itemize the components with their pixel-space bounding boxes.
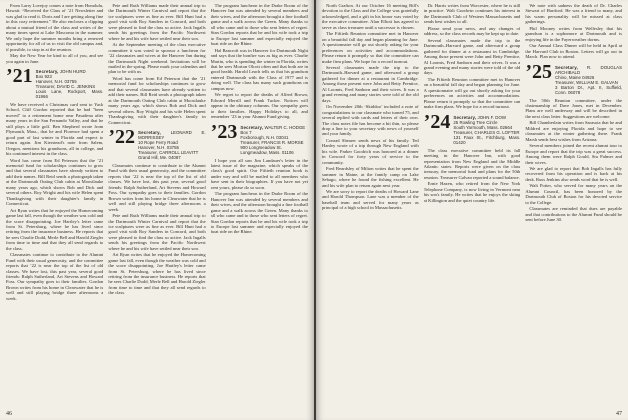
left-column-3	[211, 3, 308, 409]
address-line: Foxborough, N.H. 03041	[240, 134, 289, 140]
paragraph: Fred Beardsley of Milton writes that he spent the summer in Maine, at the family camp on Lake Sebago, where he found the fishing excellent. He and his wife plan to return again next year.	[322, 166, 419, 188]
address-line: 900 Longmeadow St.	[240, 144, 282, 150]
right-column-1	[322, 3, 419, 409]
paragraph: We are sorry to report the deaths of Howard Lane and Harold Thompson. Lane was a member of the baseball team and served for many years as principal of a high school in Massachusetts.	[322, 188, 419, 211]
class-heading-22	[108, 125, 206, 160]
treasurer-line: Treasurer, DAVID C. JENKINS	[35, 83, 96, 89]
address-line: Grand Hill, Me. 04087	[138, 154, 181, 160]
paragraph: We note with sadness the death of Dr. Charles Stewart of Hartford. He was a friend to many, and his warm personality will be missed at class gatherings.	[525, 3, 623, 25]
secretary-label: Secretary,	[555, 64, 578, 70]
paragraph: We have received a Christmas card sent to Yack School, Cliff Gordon reported that he had "been moved" to a retirement home near Pasadena after many years in the San Fernando Valley, and that he still plays a little golf. Ben Shepherd wrote from Plymouth, Mass., that he and Florence had spent a good part of last winter in Florida and expect to return again. Jim Kierstead's note from Salem, Oregon, mentions his grandsons, all in college, and his continued interest in the class.	[6, 101, 104, 157]
class-heading-21	[6, 64, 104, 99]
paragraph: Several classmates made the trip to the Dartmouth–Harvard game, and afterward a group gathered for dinner at a restaurant in Cambridge. Among those present were John and Betty Prentice, Al Loomis, Fred Sanborn and their wives. It was a grand evening and many stories were told of the old days.	[322, 64, 419, 103]
address-line: Box 923	[35, 73, 52, 79]
paragraph: May the New Year be kind to all of you, and see you again in June.	[6, 53, 104, 64]
paragraph: Please send your news, and any changes of address, so the class records may be kept up to date.	[423, 25, 521, 37]
class-year: ’23	[210, 120, 238, 143]
class-heading-25	[525, 60, 623, 95]
paragraph: I hope you all saw Jim Landauer's letter in the latest issue of the magazine, which speaks of the class's good spirit. Our Fiftieth reunion book is under way and will be mailed to all members who have sent in their biographies. If you have not yet sent yours, please do so soon.	[210, 157, 308, 190]
address-line: 131 Faux St., Fitchburg, Mass. 01420	[453, 134, 521, 145]
page-number: 47	[616, 411, 622, 417]
paragraph: Word has come from Ed Peterson that the ’21 memorial fund for scholarships continues to grow and that several classmates have already written to add their names. Bill Reid sends a photograph taken at the Dartmouth Outing Club cabin at Moosilauke many years ago, which shows Bob and Dick and several others. Roy Wright and his wife Helen spent Thanksgiving with their daughter's family in Connecticut.	[108, 75, 206, 125]
paragraph: Several members joined the recent alumni tour to Europe and report that the trip was a great success. Among them were Ralph Gould, Stu Palmer and their wives.	[525, 143, 623, 165]
paragraph: Phil Mooney writes from Wellesley that his grandson is a sophomore at Dartmouth and is enjoying life in the Fayerweather dorms.	[525, 25, 623, 42]
paragraph: Several classmates made the trip to the Dartmouth–Harvard game, and afterward a group gathered for dinner at a restaurant in Cambridge. Among those present were John and Betty Prentice, Al Loomis, Fred Sanborn and their wives. It was a grand evening and many stories were told of the old days.	[423, 37, 521, 76]
address-line: Longmeadow, Mass. 01106	[240, 149, 294, 155]
address-line: South Yarmouth, Mass. 02664	[453, 124, 513, 130]
paragraph: North Grafton. At our October 16 meeting Bill's devotion to the Class and the College was gratefully acknowledged, and a gift in his honor was voted by the executive committee. Alan Elliott has agreed to serve as class treasurer until a successor is chosen.	[322, 3, 419, 30]
left-column-1	[6, 3, 103, 409]
address-line: 10 Rope Ferry Road	[138, 139, 178, 145]
secretary-name: LEONARD E. MORRISSEY	[138, 129, 206, 140]
class-year: ’21	[6, 64, 33, 87]
paragraph: Pete and Ruth Williams made their annual trip to the Dartmouth Winter Carnival and report that the ice sculptures were as fine as ever. Bill Hunt had a good visit with Roy Sanders in Concord, and both were pleased to find the class so active. Jack Ingalls sends his greetings from the Pacific Northwest where he and his wife have settled near their son.	[108, 213, 206, 251]
secretary-name: R. DOUGLAS ARCHIBALD	[555, 64, 623, 75]
paragraph: The program luncheon in the Drake Room of the Hanover Inn was attended by several members and their wives, and the afternoon brought a fine football game and a walk across the Green. Many thanks to all who came and to those who sent letters of regret. Stan Gordon reports that he and his wife took a trip to Europe last summer and especially enjoyed the boat ride on the Rhine.	[210, 191, 308, 235]
address-line: 25 Rowling Tree Circle	[453, 119, 498, 125]
address-line: 3 Barton Dr., Apt. II, Suffield, Conn. 06078	[555, 84, 623, 95]
class-heading-23	[210, 120, 308, 155]
paragraph: Classmates continue to contribute to the Alumni Fund with their usual generosity, and the committee reports that ’22 is near the top of the list of old classes. We have lost, this past year, several good friends: Ralph Sutherland, Art Stevens and Howard Foss. Our sympathy goes to their families. Gordon Brown writes from his home in Clearwater that he is well and still playing bridge three afternoons a week.	[6, 252, 104, 301]
paragraph: The Fiftieth Reunion committee met in Hanover on a beautiful fall day and began planning for June. A questionnaire will go out shortly asking for your preferences on activities and accommodations. Please return it promptly so that the committee can make firm plans. We hope for a record turnout.	[322, 31, 419, 64]
secretary-label: Secretary,	[240, 124, 264, 130]
class-year: ’25	[525, 60, 553, 83]
paragraph: From Larry Lovejoy comes a note from Honolulu, Hawaii: “Received the Class of ’21 Newsletter and was glad to read it. Doris and I are getting along fine in this cozy retirement.” He also encloses a clipping about a mutual friend of the class and writes of the many times spent at Lake Mascoma in the summer. We only hope the summer months bring a renewed opportunity for all of us to visit the old campus and, if possible, to stop in at the reunion.	[6, 3, 104, 52]
right-column-3	[525, 3, 622, 409]
address-line: Chino, Maine 04926	[555, 74, 595, 80]
secretary-label: Secretary,	[453, 114, 477, 120]
class-year: ’22	[108, 125, 135, 148]
paragraph: Word has come from Ed Peterson that the ’21 memorial fund for scholarships continues to grow and that several classmates have already written to add their names. Bill Reid sends a photograph taken at the Dartmouth Outing Club cabin at Moosilauke many years ago, which shows Bob and Dick and several others. Roy Wright and his wife Helen spent Thanksgiving with their daughter's family in Connecticut.	[6, 157, 104, 207]
address-line: Louis Lane, Rockport, Mass. 01966	[35, 88, 104, 99]
right-column-2	[424, 3, 521, 409]
treasurer-line: Treasurer, FRANCIS R. MORSE	[240, 139, 304, 145]
paragraph: Conrad Shearer sends news of his family. Ted Hanley wrote of a trip through New England with his wife. Parker Goodrich was honored at a dinner in Concord for forty years of service to the community.	[322, 137, 419, 165]
class-year: ’24	[423, 110, 451, 133]
paragraph: Bill Chamberlain writes from Sarasota that he and Mildred are enjoying Florida and hope to see classmates at the winter gathering there. Frank Marsh sends best wishes from Arizona.	[525, 120, 623, 142]
paragraph: Classmates continue to contribute to the Alumni Fund with their usual generosity, and the committee reports that ’22 is near the top of the list of old classes. We have lost, this past year, several good friends: Ralph Sutherland, Art Stevens and Howard Foss. Our sympathy goes to their families. Gordon Brown writes from his home in Clearwater that he is well and still playing bridge three afternoons a week.	[108, 162, 206, 212]
paragraph: We are glad to report that Bob Ingalls has fully recovered from his operation and is back at his desk. Russ Jenkins also sends word that he is well.	[525, 165, 623, 182]
right-page	[316, 0, 628, 420]
paragraph: Pete and Ruth Williams made their annual trip to the Dartmouth Winter Carnival and report that the ice sculptures were as fine as ever. Bill Hunt had a good visit with Roy Sanders in Concord, and both were pleased to find the class so active. Jack Ingalls sends his greetings from the Pacific Northwest where he and his wife have settled near their son.	[108, 3, 206, 41]
paragraph: Dr. Harris writes from Worcester, where he is still in practice. Walt Goodwin continues his interest in the Dartmouth Club of Western Massachusetts and sends best wishes to all.	[423, 3, 521, 25]
paragraph: The program luncheon in the Drake Room of the Hanover Inn was attended by several members and their wives, and the afternoon brought a fine football game and a walk across the Green. Many thanks to all who came and to those who sent letters of regret. Stan Gordon reports that he and his wife took a trip to Europe last summer and especially enjoyed the boat ride on the Rhine.	[210, 3, 308, 47]
address-line: Hanover, N.H. 03755	[35, 78, 77, 84]
address-line: Hanover, N.H. 03755	[138, 144, 180, 150]
secretary-name: JOHN HURD	[59, 68, 86, 74]
secretary-label: Secretary,	[138, 129, 161, 135]
paragraph: The class executive committee held its fall meeting in the Hanover Inn, with good representation from New England and the Middle Atlantic states. Reports were given on the class treasury, the memorial fund and plans for the 50th reunion. Treasurer Galvan reported a sound balance.	[423, 147, 521, 180]
secretary-name: WALTER C. HODGE	[264, 124, 306, 130]
paragraph: Art Ryan writes that he enjoyed the Homecoming game last fall, even though the weather was cold and the score disappointing. Joe Hartley's letter came from St. Petersburg, where he has lived since retiring from the insurance business. He reports that he sees Charlie Dodd, Merle Bell and Harold Ziegler from time to time and that they all send regards to the class.	[108, 252, 206, 296]
paragraph: Hal Bancroft was in Hanover for Dartmouth Night and says that the bonfire was as big as ever. Charlie Martin, who is spending the winter in Florida, writes that he sees Morton Olcott often and that both are in good health. Harold Leach tells us that his grandson entered Dartmouth with the Class of 1977 and is doing well. The class has many such grandsons on campus now.	[210, 47, 308, 91]
paragraph: The 50th Reunion committee, under the chairmanship of Dave Jones, met in December. Plans are well underway and will be described in the next class letter. Suggestions are welcome.	[525, 97, 623, 119]
paragraph: The Fiftieth Reunion committee met in Hanover on a beautiful fall day and began planning for June. A questionnaire will go out shortly asking for your preferences on activities and accommodations. Please return it promptly so that the committee can make firm plans. We hope for a record turnout.	[423, 76, 521, 110]
paragraph: Walt Potter, who served for many years on the Alumni Council, has been honored by the Dartmouth Club of Boston for his devoted service to the College.	[525, 183, 623, 205]
paragraph: We regret to report the deaths of Alfred Brown, Edward Merrill and Frank Tucker. Notices will appear in the obituary columns. Our sympathy goes to their families. Happy Holidays to all, and remember ’23 in your Alumni Fund giving.	[210, 92, 308, 120]
paragraph: Our Annual Class Dinner will be held in April at the Harvard Club in Boston. Letters will go out in March. Plan now to attend.	[525, 43, 623, 60]
paragraph: Classmates are reminded that dues are payable and that contributions to the Alumni Fund should be sent before June 30.	[525, 206, 623, 223]
paragraph: Art Ryan writes that he enjoyed the Homecoming game last fall, even though the weather was cold and the score disappointing. Joe Hartley's letter came from St. Petersburg, where he has lived since retiring from the insurance business. He reports that he sees Charlie Dodd, Merle Bell and Harold Ziegler from time to time and that they all send regards to the class.	[6, 207, 104, 251]
left-column-2	[108, 3, 205, 409]
paragraph: At the September meeting of the class executive committee it was voted to sponsor a luncheon for ’22 classmates and wives at the Hanover Inn during the Dartmouth Night weekend. Invitations will be mailed in the spring. Please mark your calendars and plan to be with us.	[108, 42, 206, 75]
treasurer-line: Treasurer, WILLIAM E. GALVAN	[555, 79, 618, 85]
treasurer-line: Treasurer, CARROLL LEAVITT	[138, 149, 199, 155]
treasurer-line: Treasurer, CHARLES G. LOFTER	[453, 129, 520, 135]
paragraph: Ernie Hazen, who retired from the New York Telephone Company, is now living in Vermont near his son's family. He writes that he enjoys the skiing at Killington and the quiet country life.	[423, 181, 521, 203]
address-line: Box 7	[240, 129, 252, 135]
paragraph: On November 20th ‘Skiddoo’ included a note of congratulations to our classmate who turned 75, and several replied with cards and letters of their own. The class notes file has become a bit thin, so please drop a line to your secretary with news of yourself and your family.	[322, 104, 419, 137]
secretary-name: JOHN F. DOW	[477, 114, 507, 120]
secretary-label: Secretary,	[35, 68, 59, 74]
class-heading-24	[423, 110, 521, 145]
page-number: 46	[6, 411, 12, 417]
